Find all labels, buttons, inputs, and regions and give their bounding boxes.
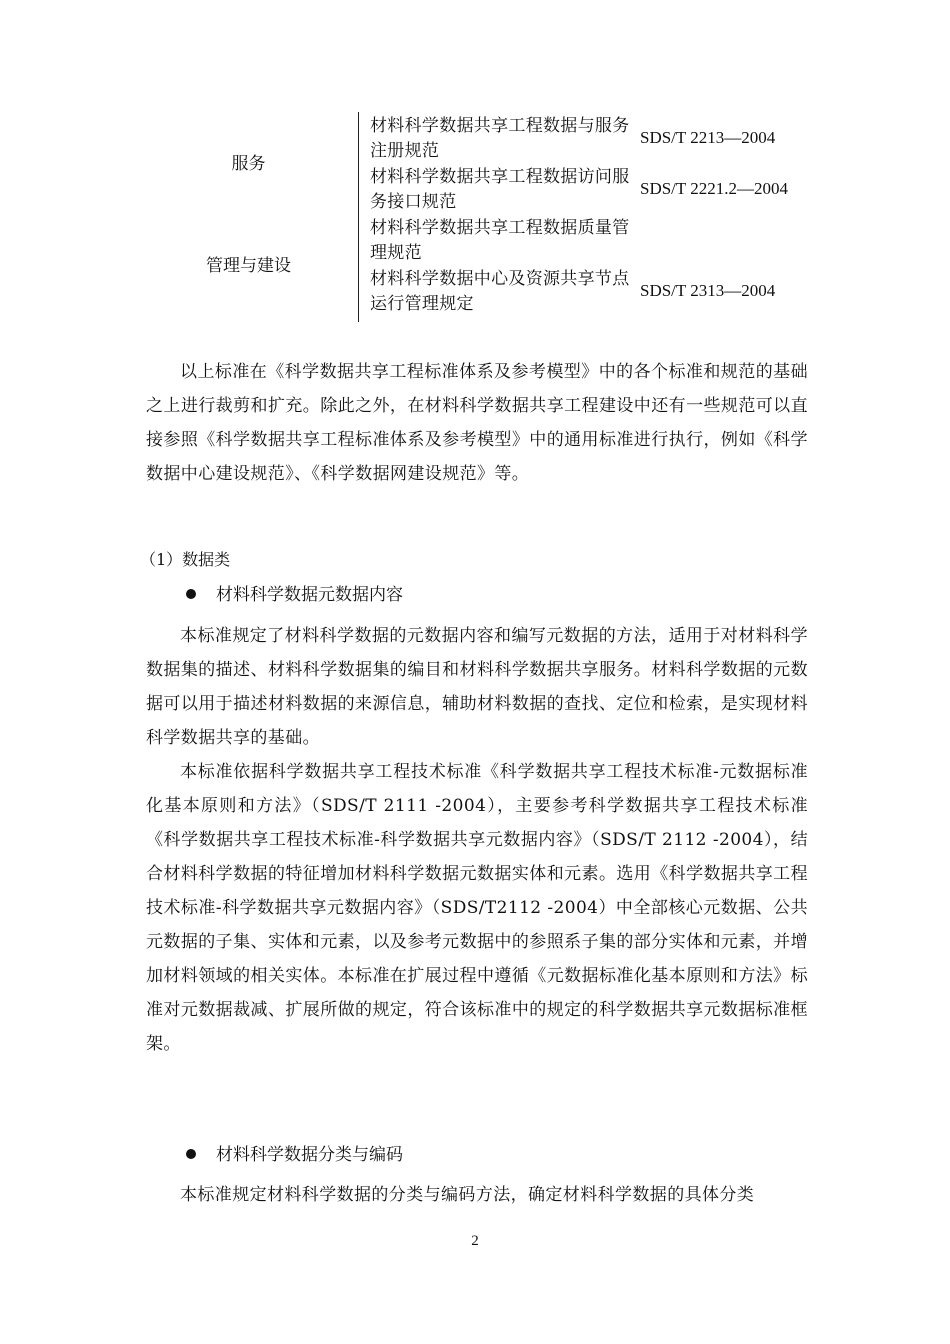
standard-code: SDS/T 2313—2004 — [640, 281, 776, 300]
page-number: 2 — [471, 1233, 479, 1249]
bullet-item-classification — [186, 1140, 403, 1170]
bullet-label: 材料科学数据元数据内容 — [216, 585, 403, 605]
category-service: 服务 — [231, 154, 266, 174]
intro-paragraph: 以上标准在《科学数据共享工程标准体系及参考模型》中的各个标准和规范的基础之上进行裁剪和扩充。除此之外，在材料科学数据共享工程建设中还有一些规范可以直接参照《科学数据共享工程标准体系及参考模型》中的通用标准进行执行，例如《科学数据中心建设规范》、《科学数据网建设规范》等。 — [146, 362, 808, 484]
section-heading: （1）数据类 — [140, 550, 231, 569]
bullet-item-metadata — [186, 580, 403, 610]
bullet-label: 材料科学数据分类与编码 — [216, 1145, 403, 1165]
bullet-icon — [186, 589, 196, 599]
standard-name: 材料科学数据中心及资源共享节点运行管理规定 — [370, 269, 630, 314]
body-paragraph: 本标准依据科学数据共享工程技术标准《科学数据共享工程技术标准-元数据标准化基本原则和方法》（SDS/T 2111 -2004），主要参考科学数据共享工程技术标准《科学数据共享工程技术标准-科学数据共享元数据内容》（SDS/T 2112 -2004），结合材料科学数据的特征增加材料科学数据元数据实体和元素。选用《科学数据共享工程技术标准-科学数据共享元数据内容》（SDS/T2112 -2004）中全部核心元数据、公共元数据的子集、实体和元素，以及参考元数据中的参照系子集的部分实体和元素，并增加材料领域的相关实体。本标准在扩展过程中遵循《元数据标准化基本原则和方法》标准对元数据裁减、扩展所做的规定，符合该标准中的规定的科学数据共享元数据标准框架。 — [146, 762, 808, 1054]
standard-code: SDS/T 2221.2—2004 — [640, 179, 788, 198]
bullet-icon — [186, 1149, 196, 1159]
table-divider — [358, 112, 359, 322]
standards-table — [146, 112, 826, 322]
body-paragraph: 本标准规定了材料科学数据的元数据内容和编写元数据的方法，适用于对材料科学数据集的描述、材料科学数据集的编目和材料科学数据共享服务。材料科学数据的元数据可以用于描述材料数据的来源信息，辅助材料数据的查找、定位和检索，是实现材料科学数据共享的基础。 — [146, 626, 808, 748]
standard-name: 材料科学数据共享工程数据质量管理规范 — [370, 218, 630, 263]
standard-name: 材料科学数据共享工程数据与服务注册规范 — [370, 116, 630, 161]
standard-code: SDS/T 2213—2004 — [640, 128, 776, 147]
category-management: 管理与建设 — [206, 256, 291, 276]
standard-name: 材料科学数据共享工程数据访问服务接口规范 — [370, 167, 630, 212]
body-paragraph: 本标准规定材料科学数据的分类与编码方法，确定材料科学数据的具体分类 — [180, 1185, 755, 1205]
